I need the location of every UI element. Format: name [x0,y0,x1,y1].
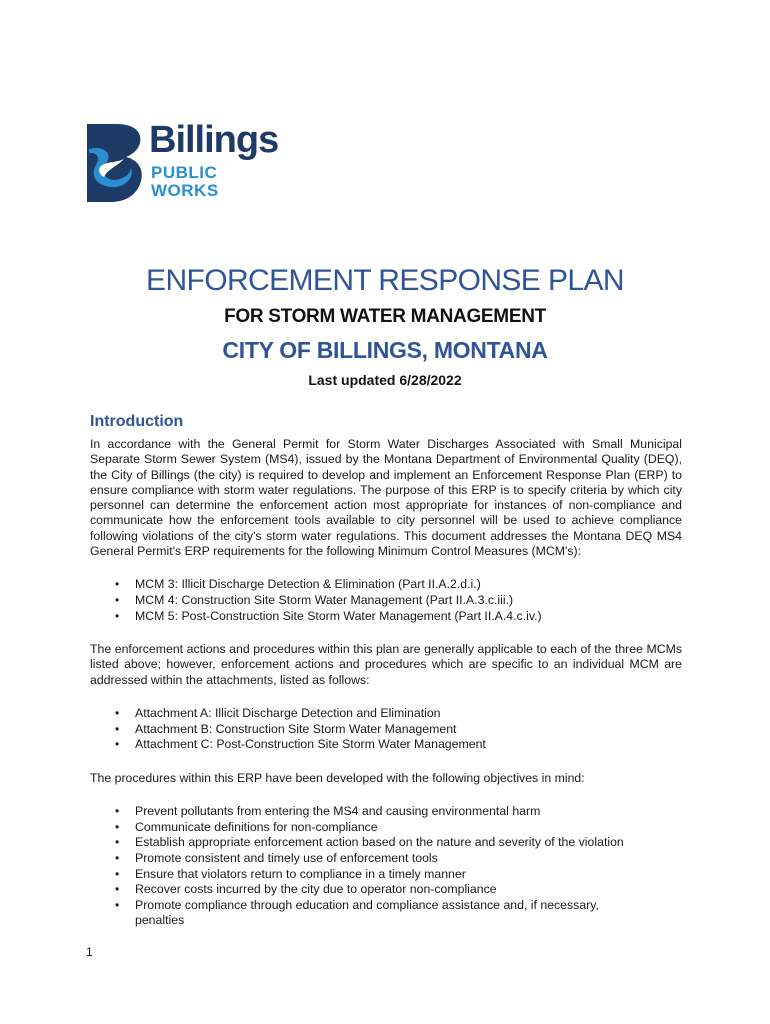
page-number: 1 [86,945,93,959]
list-item: • Recover costs incurred by the city due to operator non-compliance [115,882,682,898]
section-heading: Introduction [90,413,184,430]
intro-paragraph-1: In accordance with the General Permit for Storm Water Discharges Associated with Small Municipal Separate Storm Sewer System (MS4), issued by the Montana Department of Environmental Quality (DEQ), the City of Billings (the city) is required to develop and implement an Enforcement Response Plan (ERP) to ensure compliance with storm water regulations. The purpose of this ERP is to specify criteria by which city personnel can determine the enforcement action most appropriate for instances of non-compliance and communicate how the enforcement tools available to city personnel will be used to achieve compliance following violations of the city's storm water regulations. This document addresses the Montana DEQ MS4 General Permit's ERP requirements for the following Minimum Control Measures (MCM's): [90,437,682,559]
document-subtitle: FOR STORM WATER MANAGEMENT [224,306,546,327]
list-item: • MCM 5: Post-Construction Site Storm Water Management (Part II.A.4.c.iv.) [115,609,682,625]
intro-paragraph-3: The procedures within this ERP have been developed with the following objectives in mind: [90,770,585,785]
document-title: ENFORCEMENT RESPONSE PLAN [146,264,624,297]
list-item: • MCM 4: Construction Site Storm Water Management (Part II.A.3.c.iii.) [115,593,682,609]
city-heading: CITY OF BILLINGS, MONTANA [222,337,548,363]
last-updated: Last updated 6/28/2022 [308,372,462,388]
list-item: • Attachment C: Post-Construction Site Storm Water Management [115,737,682,753]
logo-subtitle-line1: PUBLIC [151,163,218,182]
list-item: • Promote consistent and timely use of enforcement tools [115,851,682,867]
list-item: • Promote compliance through education and compliance assistance and, if necessary, penalties [115,898,605,929]
introduction-section [90,413,682,947]
billings-logo-mark-icon [86,123,144,203]
list-item: • Ensure that violators return to compliance in a timely manner [115,867,682,883]
attachments-list [90,706,682,753]
list-item: • Attachment A: Illicit Discharge Detection and Elimination [115,706,682,722]
objectives-list [90,804,682,929]
intro-paragraph-2: The enforcement actions and procedures within this plan are generally applicable to each of the three MCMs listed above; however, enforcement actions and procedures which are specific to an individual MCM are addressed within the attachments, listed as follows: [90,642,682,687]
list-item: • MCM 3: Illicit Discharge Detection & Elimination (Part II.A.2.d.i.) [115,577,682,593]
billings-public-works-logo [86,119,286,203]
logo-subtitle-line2: WORKS [151,181,219,200]
list-item: • Communicate definitions for non-compliance [115,820,682,836]
list-item: • Prevent pollutants from entering the MS4 and causing environmental harm [115,804,682,820]
mcm-list [90,577,682,624]
list-item: • Establish appropriate enforcement action based on the nature and severity of the violation [115,835,682,851]
logo-wordmark: Billings [149,119,279,161]
list-item: • Attachment B: Construction Site Storm Water Management [115,722,682,738]
